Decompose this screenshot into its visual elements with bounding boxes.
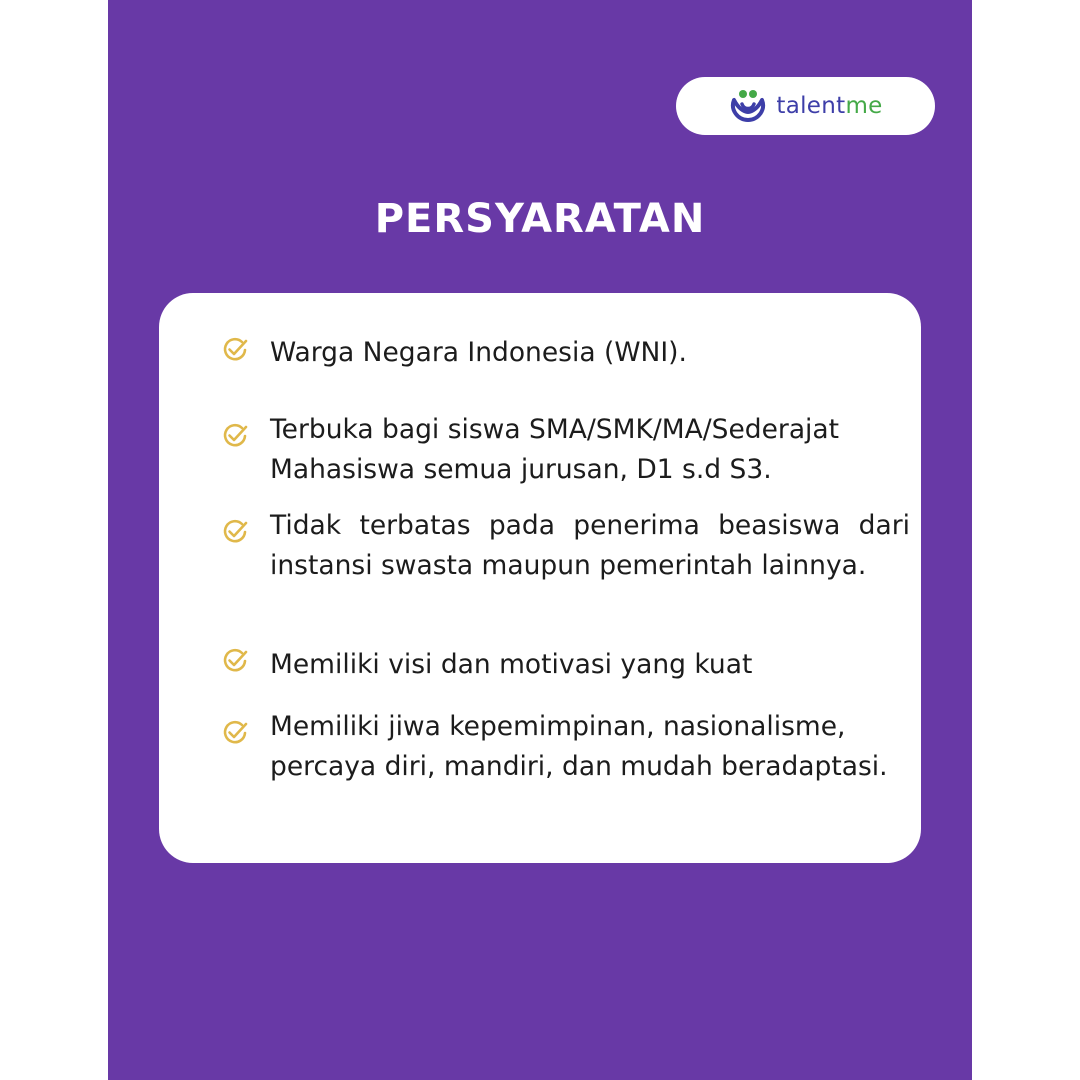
check-icon [221, 422, 249, 450]
brand-name-part1: talent [776, 93, 846, 119]
talentme-logo-icon [728, 88, 768, 124]
requirements-card [159, 293, 921, 863]
page-title: PERSYARATAN [374, 196, 706, 242]
check-icon [221, 518, 249, 546]
requirement-text: Terbuka bagi siswa SMA/SMK/MA/Sederajat Mahasiswa semua jurusan, D1 s.d S3. [270, 414, 840, 485]
brand-name-part2: me [845, 93, 883, 119]
requirement-text: Tidak terbatas pada penerima beasiswa dari instansi swasta maupun pemerintah lainnya. [270, 510, 910, 581]
requirement-text: Warga Negara Indonesia (WNI). [270, 337, 687, 368]
requirement-text: Memiliki jiwa kepemimpinan, nasionalisme, percaya diri, mandiri, dan mudah beradaptasi. [270, 711, 888, 782]
brand-name [776, 93, 882, 119]
check-icon [221, 336, 249, 364]
check-icon [221, 647, 249, 675]
requirement-text: Memiliki visi dan motivasi yang kuat [270, 649, 753, 680]
brand-logo [676, 77, 935, 135]
check-icon [221, 719, 249, 747]
